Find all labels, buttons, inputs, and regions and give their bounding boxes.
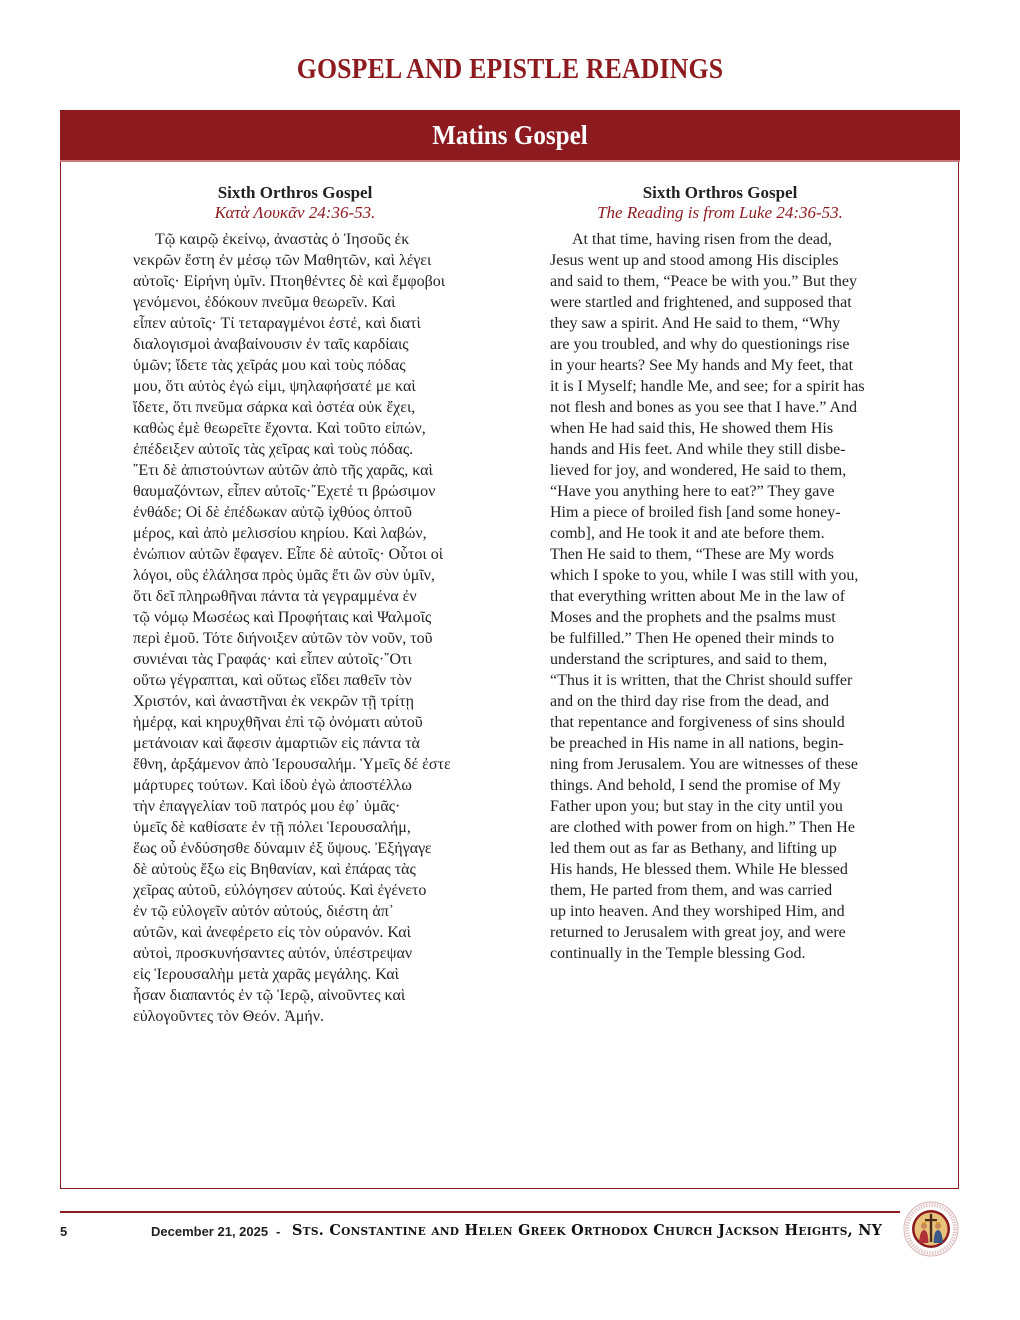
- greek-text-line: τὴν ἐπαγγελίαν τοῦ πατρός μου ἐφ᾿ ὑμᾶς·: [133, 798, 401, 815]
- greek-text-line: τῷ νόμῳ Μωσέως καὶ Προφήταις καὶ Ψαλμοῖς: [133, 609, 432, 626]
- english-text-line: it is I Myself; handle Me, and see; for a spirit has: [550, 378, 865, 395]
- section-banner: [60, 110, 960, 162]
- greek-text-line: ὑμεῖς δὲ καθίσατε ἐν τῇ πόλει Ἱερουσαλήμ,: [133, 819, 411, 836]
- church-seal-icon: [903, 1201, 959, 1257]
- greek-text-line: ἐνώπιον αὐτῶν ἔφαγεν. Εἶπε δὲ αὐτοῖς· Οὗτοι οἱ: [133, 546, 444, 563]
- greek-column: [120, 183, 480, 1027]
- greek-text-line: περὶ ἐμοῦ. Τότε διήνοιξεν αὐτῶν τὸν νοῦν, τοῦ: [133, 630, 433, 647]
- greek-text-line: ὑμῶν; ἴδετε τὰς χεῖράς μου καὶ τοὺς πόδας: [133, 357, 406, 374]
- greek-text-line: ἦσαν διαπαντός ἐν τῷ Ἱερῷ, αἰνοῦντες καὶ: [133, 987, 406, 1004]
- english-text-line: continually in the Temple blessing God.: [550, 945, 806, 962]
- english-text-line: be preached in His name in all nations, begin-: [550, 735, 844, 752]
- english-text-line: “Have you anything here to eat?” They gave: [550, 483, 835, 500]
- english-text-line: they saw a spirit. And He said to them, “Why: [550, 315, 841, 332]
- greek-text-line: νεκρῶν ἔστη ἐν μέσῳ τῶν Μαθητῶν, καὶ λέγει: [133, 252, 432, 269]
- english-text-line: that everything written about Me in the law of: [550, 588, 846, 605]
- english-text-line: Jesus went up and stood among His disciples: [550, 252, 839, 269]
- greek-text-line: ἐν τῷ εὐλογεῖν αὐτόν αὐτούς, διέστη ἀπ᾿: [133, 903, 395, 920]
- greek-text-line: ἕως οὗ ἐνδύσησθε δύναμιν ἐξ ὕψους. Ἐξήγαγε: [133, 840, 432, 857]
- english-text-line: when He had said this, He showed them His: [550, 420, 834, 437]
- footer-separator: -: [276, 1224, 281, 1239]
- page-footer: [0, 1222, 1020, 1244]
- english-text-line: were startled and frightened, and supposed that: [550, 294, 852, 311]
- greek-text-line: χεῖρας αὐτοῦ, εὐλόγησεν αὐτούς. Καὶ ἐγένετο: [133, 882, 427, 899]
- english-text-line: Father upon you; but stay in the city until you: [550, 798, 843, 815]
- greek-text-line: μου, ὅτι αὐτὸς ἐγώ εἰμι, ψηλαφήσατέ με καὶ: [133, 378, 416, 395]
- greek-text-line: καθὼς ἐμὲ θεωρεῖτε ἔχοντα. Καὶ τοῦτο εἰπών,: [133, 420, 426, 437]
- english-text-line: “Thus it is written, that the Christ should suffer: [550, 672, 853, 689]
- english-text-line: up into heaven. And they worshiped Him, and: [550, 903, 845, 920]
- english-text-line: returned to Jerusalem with great joy, and were: [550, 924, 846, 941]
- english-text-line: Then He said to them, “These are My words: [550, 546, 834, 563]
- greek-text-line: ῎Ετι δὲ ἀπιστούντων αὐτῶν ἀπὸ τῆς χαρᾶς, καὶ: [133, 462, 433, 479]
- page-title: GOSPEL AND EPISTLE READINGS: [296, 54, 724, 85]
- english-text-line: lieved for joy, and wondered, He said to them,: [550, 462, 847, 479]
- english-text-line: understand the scriptures, and said to them,: [550, 651, 828, 668]
- english-column: [540, 183, 900, 964]
- greek-text-line: γενόμενοι, ἐδόκουν πνεῦμα θεωρεῖν. Καὶ: [133, 294, 396, 311]
- footer-church-name: Sts. Constantine and Helen Greek Orthodox Church Jackson Heights, NY: [292, 1221, 883, 1239]
- english-text-line: them, He parted from them, and was carried: [550, 882, 833, 899]
- greek-text-line: Τῷ καιρῷ ἐκείνῳ, ἀναστὰς ὁ Ἰησοῦς ἐκ: [155, 231, 410, 248]
- greek-text-line: ὅτι δεῖ πληρωθῆναι πάντα τὰ γεγραμμένα ἐν: [133, 588, 417, 605]
- greek-text-line: οὕτω γέγραπται, καὶ οὕτως εἴδει παθεῖν τὸν: [133, 672, 412, 689]
- greek-text-line: αὐτοῖς· Εἰρήνη ὑμῖν. Πτοηθέντες δὲ καὶ ἔμφοβοι: [133, 273, 446, 290]
- greek-reading-reference: Κατὰ Λουκᾶν 24:36-53.: [214, 203, 376, 222]
- english-text-line: that repentance and forgiveness of sins should: [550, 714, 845, 731]
- greek-text-line: μέρος, καὶ ἀπὸ μελισσίου κηρίου. Καὶ λαβών,: [133, 525, 427, 542]
- greek-text-line: συνιέναι τὰς Γραφάς· καὶ εἶπεν αὐτοῖς·῞Οτι: [133, 651, 412, 668]
- greek-text-line: αὐτῶν, καὶ ἀνεφέρετο εἰς τὸν οὐρανόν. Καὶ: [133, 924, 411, 941]
- english-reading-text: [540, 229, 900, 964]
- english-text-line: comb], and He took it and ate before them.: [550, 525, 825, 542]
- english-text-line: and said to them, “Peace be with you.” But they: [550, 273, 858, 290]
- english-text-line: things. And behold, I send the promise of My: [550, 777, 841, 794]
- english-text-line: be fulfilled.” Then He opened their minds to: [550, 630, 835, 647]
- footer-divider: [60, 1211, 900, 1213]
- greek-text-line: εὐλογοῦντες τὸν Θεόν. Ἀμήν.: [133, 1008, 325, 1025]
- greek-text-line: θαυμαζόντων, εἶπεν αὐτοῖς·῎Εχετέ τι βρώσιμον: [133, 483, 436, 500]
- english-text-line: hands and His feet. And while they still disbe-: [550, 441, 846, 458]
- greek-reading-text: [120, 229, 480, 1027]
- greek-text-line: ἡμέρᾳ, καὶ κηρυχθῆναι ἐπὶ τῷ ὀνόματι αὐτοῦ: [133, 714, 423, 731]
- section-title: Matins Gospel: [432, 120, 588, 150]
- english-text-line: Moses and the prophets and the psalms must: [550, 609, 836, 626]
- greek-text-line: ἔθνη, ἀρξάμενον ἀπὸ Ἱερουσαλήμ. Ὑμεῖς δέ ἐστε: [133, 756, 451, 773]
- english-text-line: not flesh and bones as you see that I have.” And: [550, 399, 858, 416]
- greek-text-line: εἶπεν αὐτοῖς· Τί τεταραγμένοι ἐστέ, καὶ διατὶ: [133, 315, 421, 332]
- page-number: 5: [60, 1224, 68, 1239]
- greek-text-line: δὲ αὐτοὺς ἔξω εἰς Βηθανίαν, καὶ ἐπάρας τὰς: [133, 861, 416, 878]
- greek-text-line: ἐνθάδε; Οἱ δὲ ἐπέδωκαν αὐτῷ ἰχθύος ὀπτοῦ: [133, 504, 412, 521]
- footer-date: December 21, 2025: [151, 1224, 269, 1239]
- greek-reading-title: Sixth Orthros Gospel: [217, 183, 373, 202]
- english-text-line: are clothed with power from on high.” Then He: [550, 819, 855, 836]
- greek-text-line: διαλογισμοὶ ἀναβαίνουσιν ἐν ταῖς καρδίαις: [133, 336, 409, 353]
- greek-text-line: μάρτυρες τούτων. Καὶ ἰδοὺ ἐγὼ ἀποστέλλω: [133, 777, 412, 794]
- english-text-line: His hands, He blessed them. While He blessed: [550, 861, 848, 878]
- greek-text-line: ἐπέδειξεν αὐτοῖς τὰς χεῖρας καὶ τοὺς πόδας.: [133, 441, 414, 458]
- greek-text-line: μετάνοιαν καὶ ἄφεσιν ἁμαρτιῶν εἰς πάντα τὰ: [133, 735, 420, 752]
- greek-text-line: Χριστόν, καὶ ἀναστῆναι ἐκ νεκρῶν τῇ τρίτῃ: [133, 693, 414, 710]
- english-text-line: in your hearts? See My hands and My feet, that: [550, 357, 854, 374]
- english-reading-title: Sixth Orthros Gospel: [642, 183, 798, 202]
- english-text-line: led them out as far as Bethany, and lifting up: [550, 840, 837, 857]
- greek-text-line: εἰς Ἱερουσαλὴμ μετὰ χαρᾶς μεγάλης. Καὶ: [133, 966, 399, 983]
- greek-text-line: αὐτοὶ, προσκυνήσαντες αὐτόν, ὑπέστρεψαν: [133, 945, 413, 962]
- english-text-line: At that time, having risen from the dead,: [572, 231, 832, 248]
- english-text-line: which I spoke to you, while I was still with you,: [550, 567, 859, 584]
- greek-text-line: ἴδετε, ὅτι πνεῦμα σάρκα καὶ ὀστέα οὐκ ἔχει,: [133, 399, 416, 416]
- greek-text-line: λόγοι, οὓς ἐλάλησα πρὸς ὑμᾶς ἔτι ὢν σὺν ὑμῖν,: [133, 567, 435, 584]
- english-text-line: ning from Jerusalem. You are witnesses of these: [550, 756, 858, 773]
- english-text-line: and on the third day rise from the dead, and: [550, 693, 830, 710]
- english-reading-reference: The Reading is from Luke 24:36-53.: [597, 203, 843, 222]
- english-text-line: Him a piece of broiled fish [and some honey-: [550, 504, 841, 521]
- english-text-line: are you troubled, and why do questionings rise: [550, 336, 850, 353]
